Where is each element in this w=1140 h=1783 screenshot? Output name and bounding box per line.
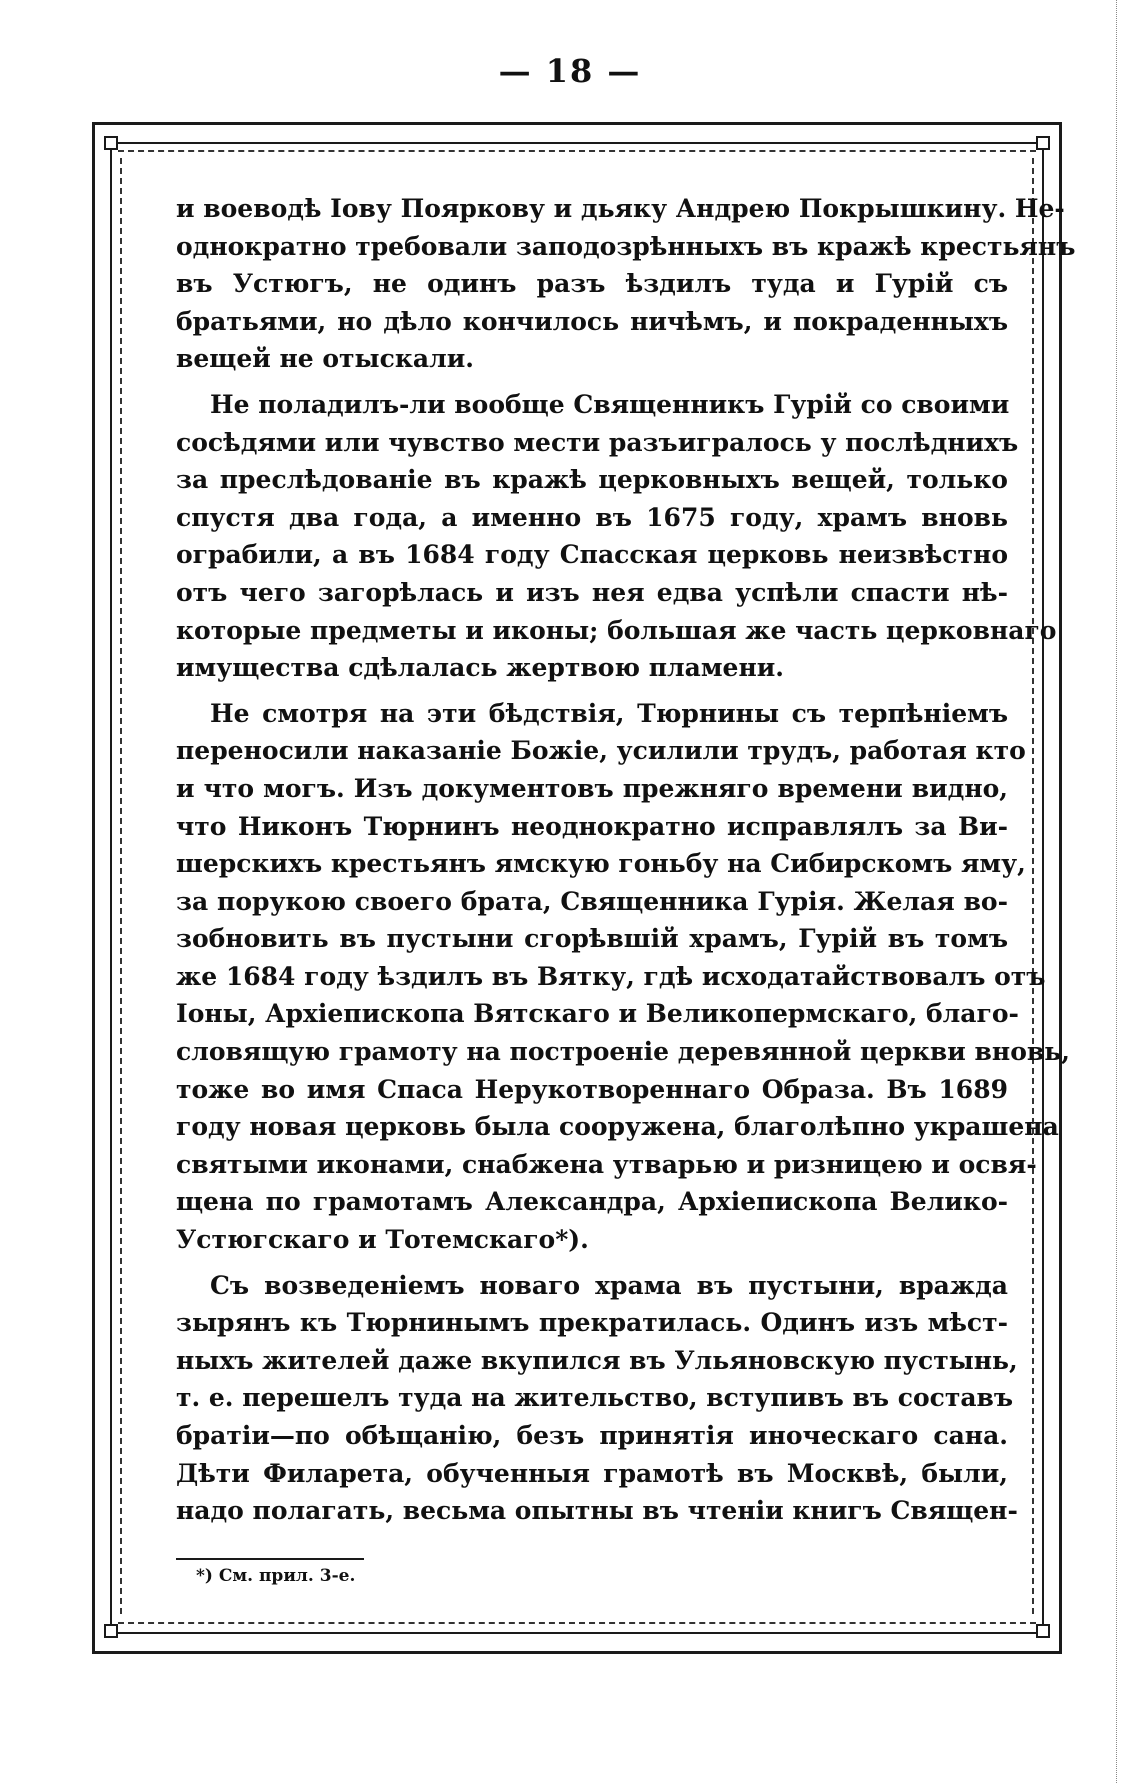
text-line: братіи—по обѣщанію, безъ принятія иноческаго сана. xyxy=(176,1421,1008,1450)
text-line: словящую грамоту на построеніе деревянной церкви вновь, xyxy=(176,1037,1070,1067)
decorative-frame-dash-top xyxy=(118,150,1036,152)
text-line: за порукою своего брата, Священника Гурія. Желая во- xyxy=(176,886,1008,916)
text-line: отъ чего загорѣлась и изъ нея едва успѣли спасти нѣ- xyxy=(176,577,1008,607)
text-line: Не смотря на эти бѣдствія, Тюрнины съ терпѣніемъ xyxy=(210,698,1008,728)
text-line: надо полагать, весьма опытны въ чтеніи книгъ Священ- xyxy=(176,1496,1018,1526)
frame-corner-top-right xyxy=(1036,136,1050,150)
text-line: сосѣдями или чувство мести разъигралось у послѣднихъ xyxy=(176,427,1019,457)
frame-corner-top-left xyxy=(104,136,118,150)
text-line: т. е. перешелъ туда на жительство, вступивъ въ составъ xyxy=(176,1383,1014,1413)
text-line: вещей не отыскали. xyxy=(176,344,474,374)
text-line: щена по грамотамъ Александра, Архіепископа Велико- xyxy=(176,1187,1008,1217)
text-line: спустя два года, а именно въ 1675 году, храмъ вновь xyxy=(176,502,1008,532)
text-line: тоже во имя Спаса Нерукотвореннаго Образа. Въ 1689 xyxy=(176,1074,1008,1104)
text-line: братьями, но дѣло кончилось ничѣмъ, и покраденныхъ xyxy=(176,306,1008,336)
text-line: зобновить въ пустыни сгорѣвшій храмъ, Гурій въ томъ xyxy=(176,924,1008,954)
decorative-frame-dash-right xyxy=(1032,158,1034,1614)
footnote-rule xyxy=(176,1558,364,1560)
text-line: ограбили, а въ 1684 году Спасская церковь неизвѣстно xyxy=(176,540,1008,570)
text-line: шерскихъ крестьянъ ямскую гоньбу на Сибирскомъ яму, xyxy=(176,849,1026,879)
text-line: Дѣти Филарета, обученныя грамотѣ въ Москвѣ, были, xyxy=(176,1458,1008,1488)
paragraph-gap xyxy=(176,687,1008,695)
decorative-frame-dash-bottom xyxy=(118,1622,1036,1624)
frame-corner-bottom-left xyxy=(104,1624,118,1638)
text-line: Іоны, Архіепископа Вятскаго и Великопермскаго, благо- xyxy=(176,999,1019,1029)
text-line: ныхъ жителей даже вкупился въ Ульяновскую пустынь, xyxy=(176,1345,1018,1375)
text-line: же 1684 году ѣздилъ въ Вятку, гдѣ исходатайствовалъ отъ xyxy=(176,961,1046,991)
text-line: за преслѣдованіе въ кражѣ церковныхъ вещей, только xyxy=(176,465,1008,495)
text-line: Съ возведеніемъ новаго храма въ пустыни, вражда xyxy=(210,1270,1008,1300)
text-line: однократно требовали заподозрѣнныхъ въ кражѣ крестьянъ xyxy=(176,231,1076,261)
text-line: зырянъ къ Тюрнинымъ прекратилась. Одинъ изъ мѣст- xyxy=(176,1308,1008,1338)
body-text xyxy=(176,190,1076,1530)
text-line: въ Устюгъ, не одинъ разъ ѣздилъ туда и Гурій съ xyxy=(176,269,1008,299)
text-line: что Никонъ Тюрнинъ неоднократно исправлялъ за Ви- xyxy=(176,811,1008,841)
page-edge xyxy=(1116,0,1117,1783)
paragraph-gap xyxy=(176,378,1008,386)
text-line: и воеводѣ Іову Пояркову и дьяку Андрею Покрышкину. Не- xyxy=(176,194,1065,223)
text-line: и что могъ. Изъ документовъ прежняго времени видно, xyxy=(176,773,1008,803)
text-line: переносили наказаніе Божіе, усилили трудъ, работая кто xyxy=(176,736,1026,766)
text-line: святыми иконами, снабжена утварью и ризницею и освя- xyxy=(176,1149,1037,1179)
page-number: — 18 — xyxy=(498,52,642,90)
frame-corner-bottom-right xyxy=(1036,1624,1050,1638)
text-line: Не поладилъ-ли вообще Священникъ Гурій со своими xyxy=(210,389,1010,419)
paragraph-gap xyxy=(176,1259,1008,1267)
text-line: имущества сдѣлалась жертвою пламени. xyxy=(176,653,785,683)
text-line: Устюгскаго и Тотемскаго*). xyxy=(176,1225,589,1255)
footnote: *) См. прил. 3-е. xyxy=(196,1566,356,1586)
text-line: которые предметы и иконы; большая же часть церковнаго xyxy=(176,615,1057,645)
decorative-frame-dash-left xyxy=(120,158,122,1614)
text-line: году новая церковь была сооружена, благолѣпно украшена xyxy=(176,1112,1059,1142)
